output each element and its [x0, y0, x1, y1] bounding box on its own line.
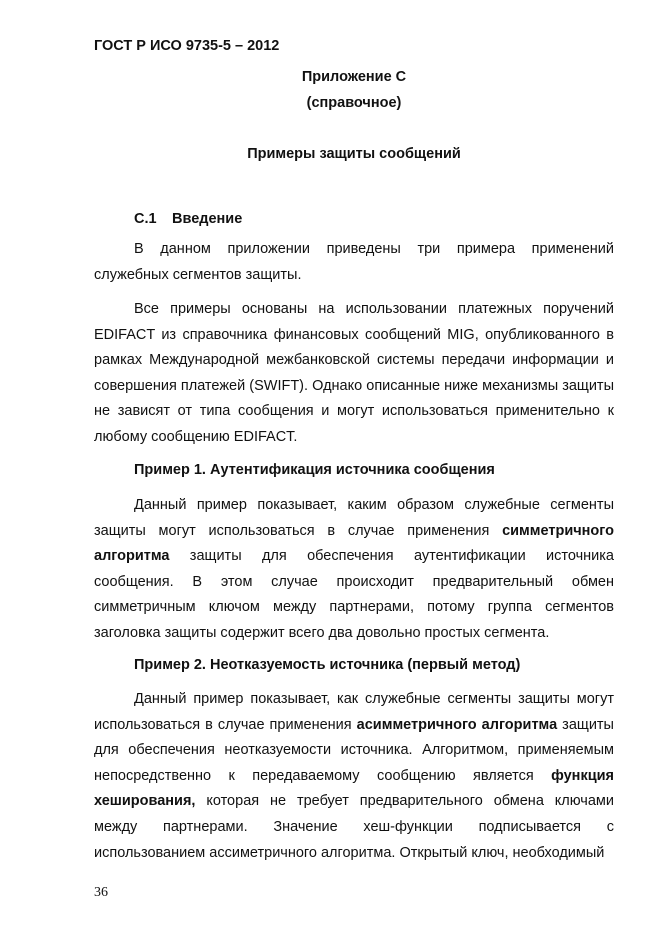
section-number: С.1 [134, 211, 157, 227]
paragraph-example1 [94, 493, 614, 647]
emphasized-term: алгоритма [94, 548, 170, 565]
emphasized-term: функция [551, 767, 614, 784]
page-number: 36 [94, 885, 108, 900]
text-line: для обеспечения неотказуемости источника. Алгоритмом, применяемым [94, 742, 614, 759]
paragraph-examples-basis [94, 297, 614, 451]
text-line: непосредственно к передаваемому сообщению является функция [94, 767, 614, 784]
text-line: сообщения. В этом случае происходит предварительный обмен [94, 573, 614, 590]
text-line: Данный пример показывает, как служебные сегменты защиты могут [134, 691, 614, 707]
appendix-title: Приложение С [301, 69, 407, 85]
text-line: любому сообщению EDIFACT. [94, 428, 298, 445]
text-line: рамках Международной межбанковской системы передачи информации и [94, 352, 614, 369]
emphasized-term: хеширования, [94, 793, 196, 810]
emphasized-term: симметричного [502, 522, 614, 539]
paragraph-example2 [94, 687, 614, 866]
text-line: совершения платежей (SWIFT). Однако описанные ниже механизмы защиты [94, 377, 614, 394]
appendix-subtitle: (справочное) [306, 95, 402, 111]
text-line: алгоритма защиты для обеспечения аутентификации источника [94, 548, 614, 565]
text-line: заголовка защиты содержит всего два довольно простых сегмента. [94, 624, 550, 641]
text-line: использованием ассиметричного алгоритма. Открытый ключ, необходимый [94, 844, 605, 861]
example1-title: Пример 1. Аутентификация источника сообщения [134, 462, 495, 478]
example2-title: Пример 2. Неотказуемость источника (первый метод) [134, 657, 521, 673]
text-line: хеширования, которая не требует предварительного обмена ключами [94, 793, 614, 810]
text-line: защиты могут использоваться в случае применения симметричного [94, 522, 614, 539]
text-line: использоваться в случае применения асимметричного алгоритма защиты [94, 716, 614, 733]
text-line: Данный пример показывает, каким образом служебные сегменты [134, 497, 614, 513]
paragraph-intro [94, 237, 614, 288]
text-line: Все примеры основаны на использовании платежных поручений [134, 301, 614, 317]
section-title: Введение [172, 211, 243, 227]
emphasized-term: асимметричного алгоритма [356, 716, 558, 733]
section-heading [134, 211, 242, 227]
text-line: симметричным ключом между партнерами, потому группа сегментов [94, 599, 614, 616]
text-line: между партнерами. Значение хеш-функции подписывается с [94, 818, 614, 835]
text-line: не зависят от типа сообщения и могут использоваться применительно к [94, 403, 614, 420]
text-line: EDIFACT из справочника финансовых сообщений MIG, опубликованного в [94, 326, 614, 343]
appendix-heading: Примеры защиты сообщений [247, 146, 461, 162]
text-line: В данном приложении приведены три примера применений [134, 241, 614, 257]
standard-header: ГОСТ Р ИСО 9735-5 – 2012 [94, 38, 280, 54]
text-line: служебных сегментов защиты. [94, 266, 302, 283]
